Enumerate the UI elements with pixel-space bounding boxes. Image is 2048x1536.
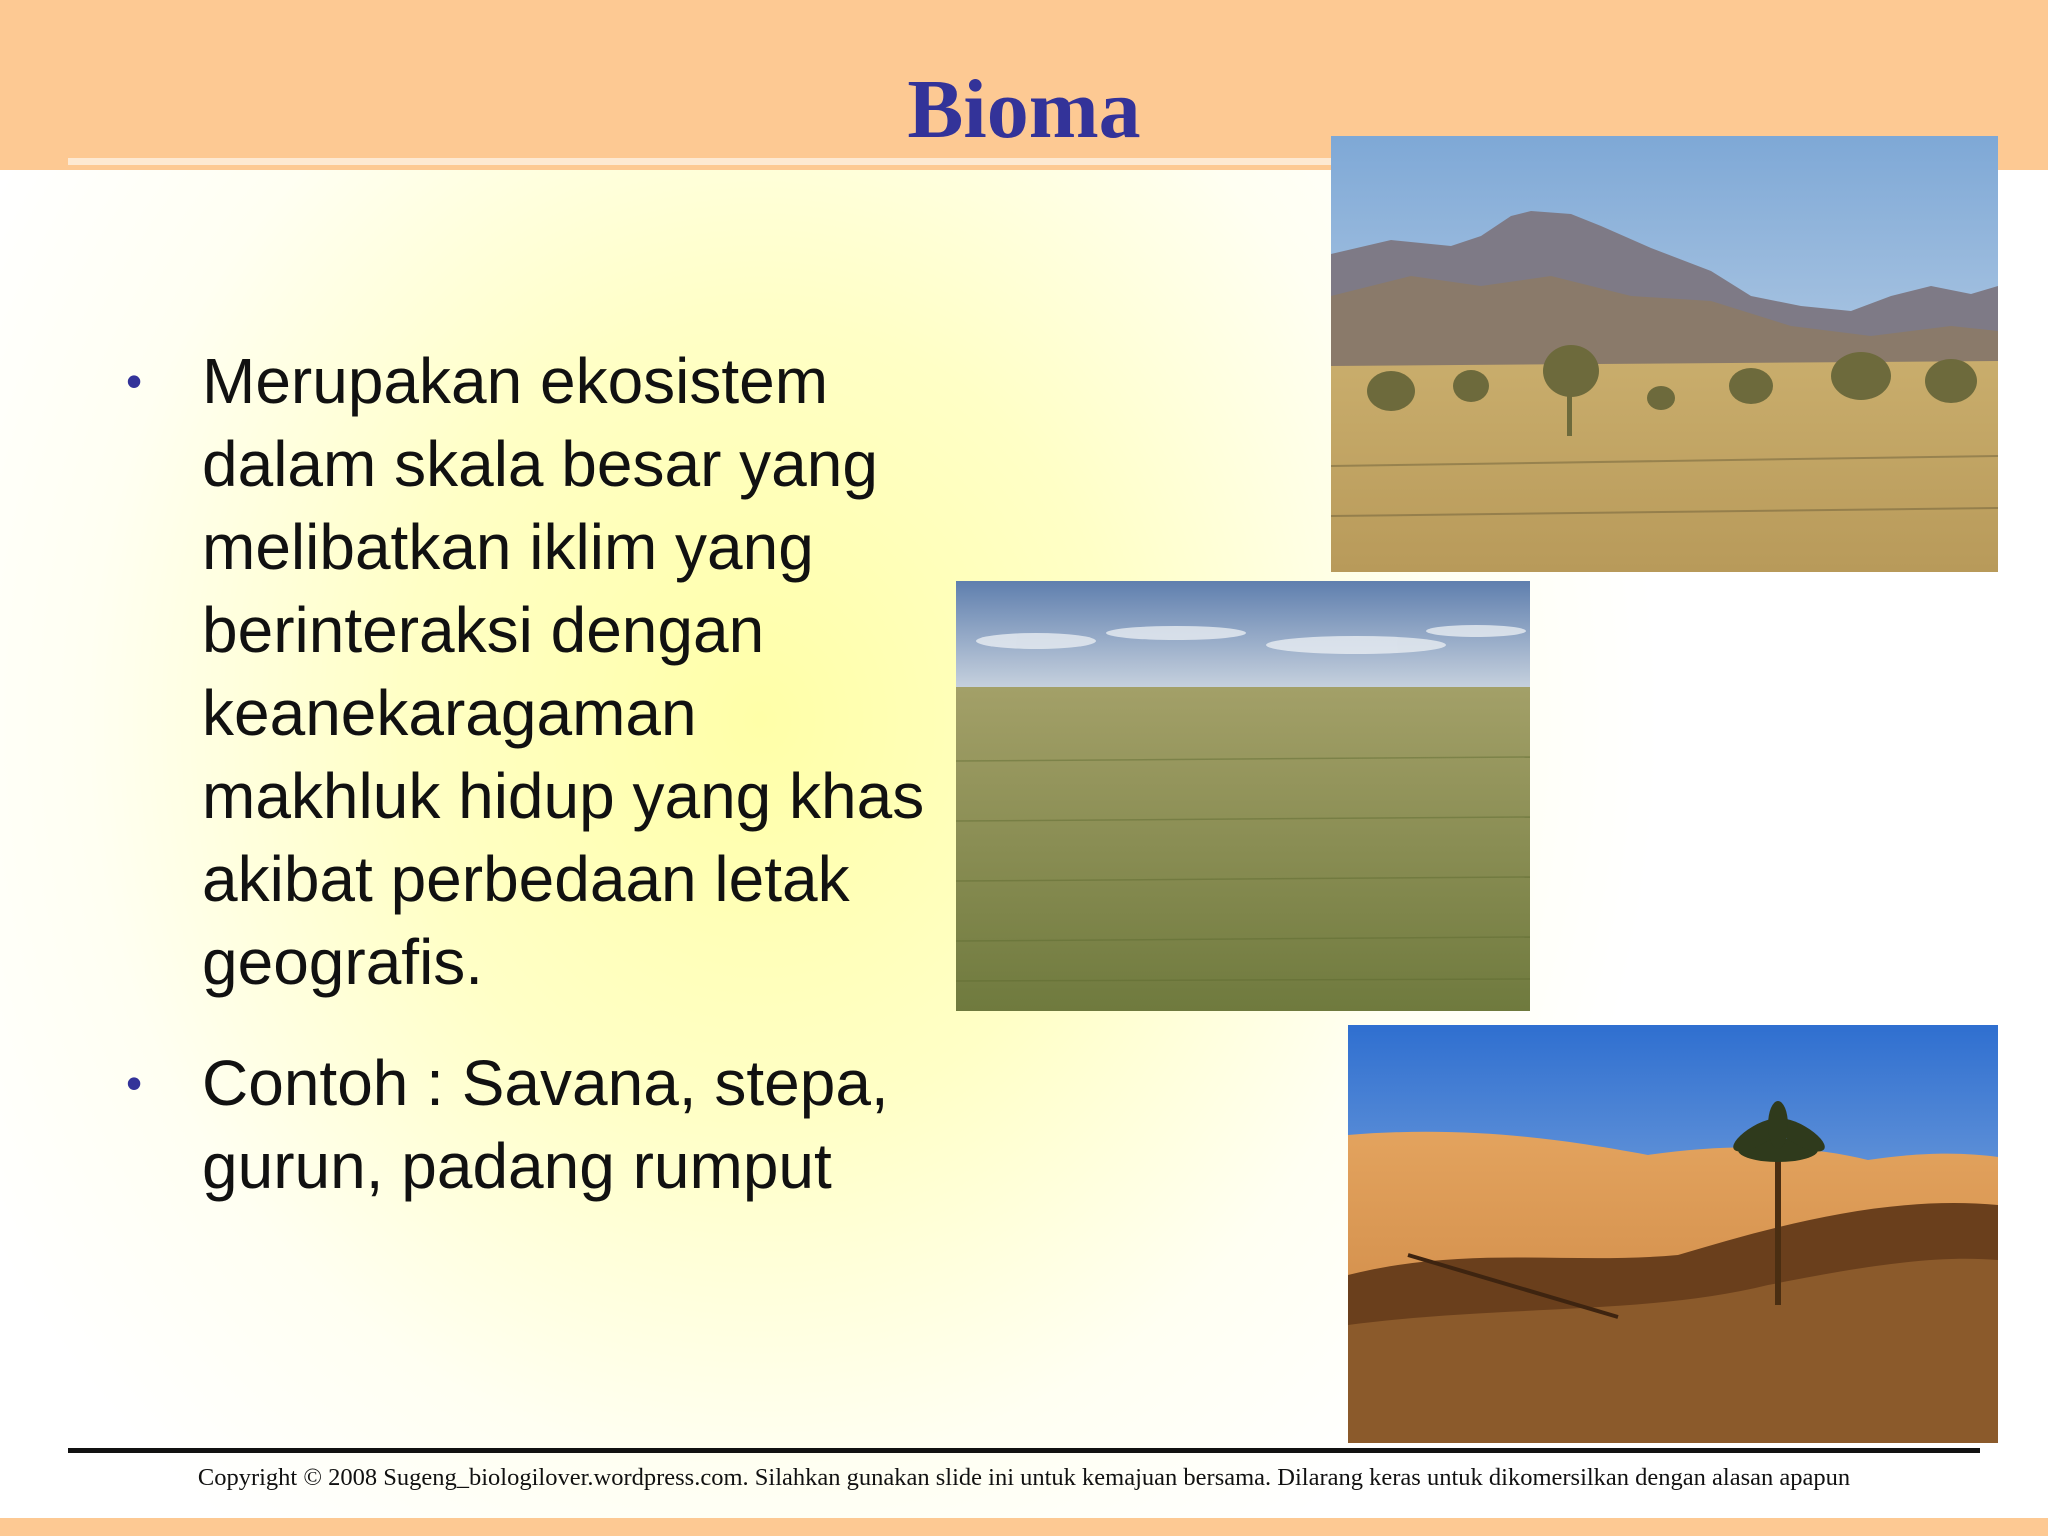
- footer-band: [0, 1518, 2048, 1536]
- copyright-footer: Copyright © 2008 Sugeng_biologilover.wordpress.com. Silahkan gunakan slide ini untuk kemajuan bersama. Dilarang keras untuk dikomersilkan dengan alasan apapun: [197, 1464, 1851, 1491]
- bullet-icon: •: [126, 1057, 143, 1109]
- bullet-item-examples: [120, 1042, 980, 1208]
- steppe-photo: [956, 581, 1530, 1011]
- bullet-item-definition: [120, 340, 980, 1004]
- bullet-text: Contoh : Savana, stepa, gurun, padang rumput: [202, 1047, 889, 1202]
- savanna-photo: [1331, 136, 1998, 572]
- desert-photo: [1348, 1025, 1998, 1443]
- footer-divider: [68, 1448, 1980, 1453]
- slide-title: Bioma: [907, 63, 1141, 156]
- bullet-list: [120, 340, 980, 1246]
- bullet-icon: •: [126, 355, 143, 407]
- bullet-text: Merupakan ekosistem dalam skala besar yang melibatkan iklim yang berinteraksi dengan keanekaragaman makhluk hidup yang khas akibat perbedaan letak geografis.: [202, 345, 925, 998]
- title-underline: [68, 158, 1348, 165]
